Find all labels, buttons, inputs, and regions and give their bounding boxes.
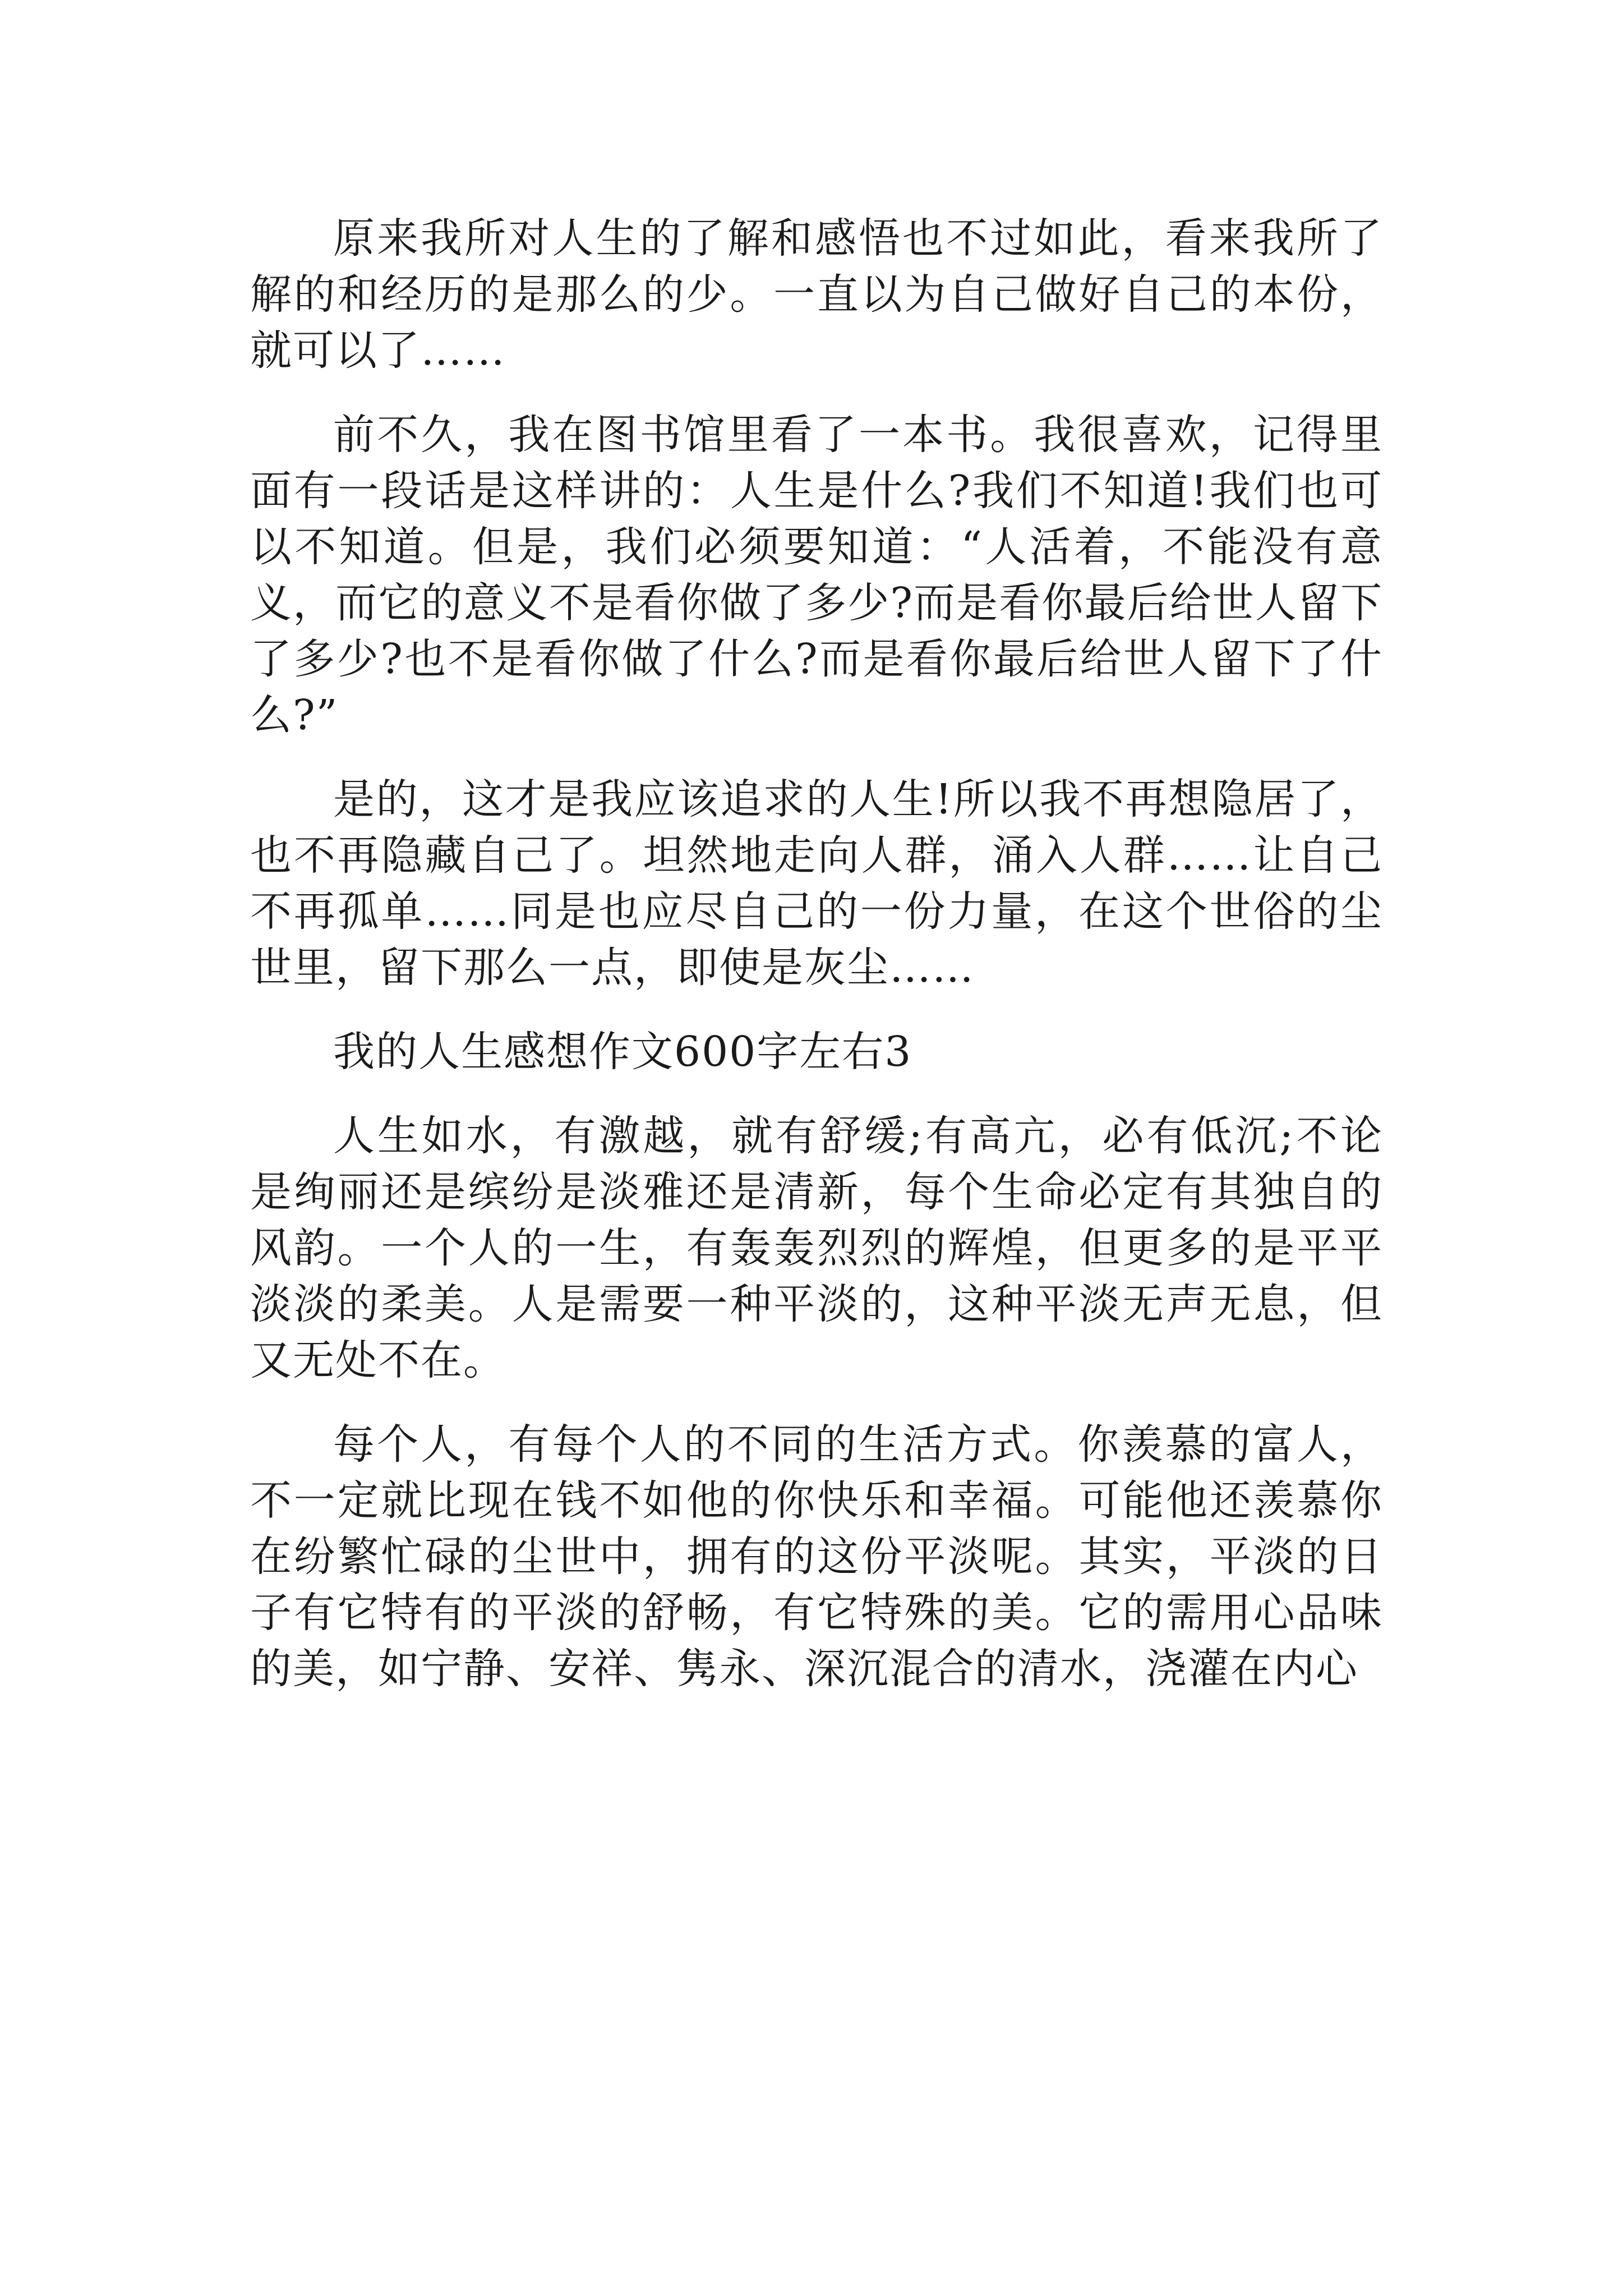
paragraph: 原来我所对人生的了解和感悟也不过如此，看来我所了解的和经历的是那么的少。一直以为自己做好自己的本份，就可以了…… <box>250 214 1383 375</box>
paragraph: 人生如水，有激越，就有舒缓;有高亢，必有低沉;不论是绚丽还是缤纷是淡雅还是清新，每个生命必定有其独自的风韵。一个人的一生，有轰轰烈烈的辉煌，但更多的是平平淡淡的柔美。人是需要一种平淡的，这种平淡无声无息，但又无处不在。 <box>250 1112 1383 1384</box>
paragraph: 每个人，有每个人的不同的生活方式。你羡慕的富人，不一定就比现在钱不如他的你快乐和幸福。可能他还羡慕你在纷繁忙碌的尘世中，拥有的这份平淡呢。其实，平淡的日子有它特有的平淡的舒畅，有它特殊的美。它的需用心品味的美，如宁静、安祥、隽永、深沉混合的清水，浇灌在内心 <box>250 1420 1383 1693</box>
section-heading: 我的人生感想作文600字左右3 <box>333 1028 912 1076</box>
paragraph: 前不久，我在图书馆里看了一本书。我很喜欢，记得里面有一段话是这样讲的：人生是什么?我们不知道!我们也可以不知道。但是，我们必须要知道：“人活着，不能没有意义，而它的意义不是看你做了多少?而是看你最后给世人留下了多少?也不是看你做了什么?而是看你最后给世人留下了什么?” <box>250 411 1383 739</box>
paragraph: 是的，这才是我应该追求的人生!所以我不再想隐居了，也不再隐藏自己了。坦然地走向人群，涌入人群……让自己不再孤单……同是也应尽自己的一份力量，在这个世俗的尘世里，留下那么一点，即使是灰尘…… <box>250 775 1383 992</box>
document-body <box>250 210 1383 1725</box>
